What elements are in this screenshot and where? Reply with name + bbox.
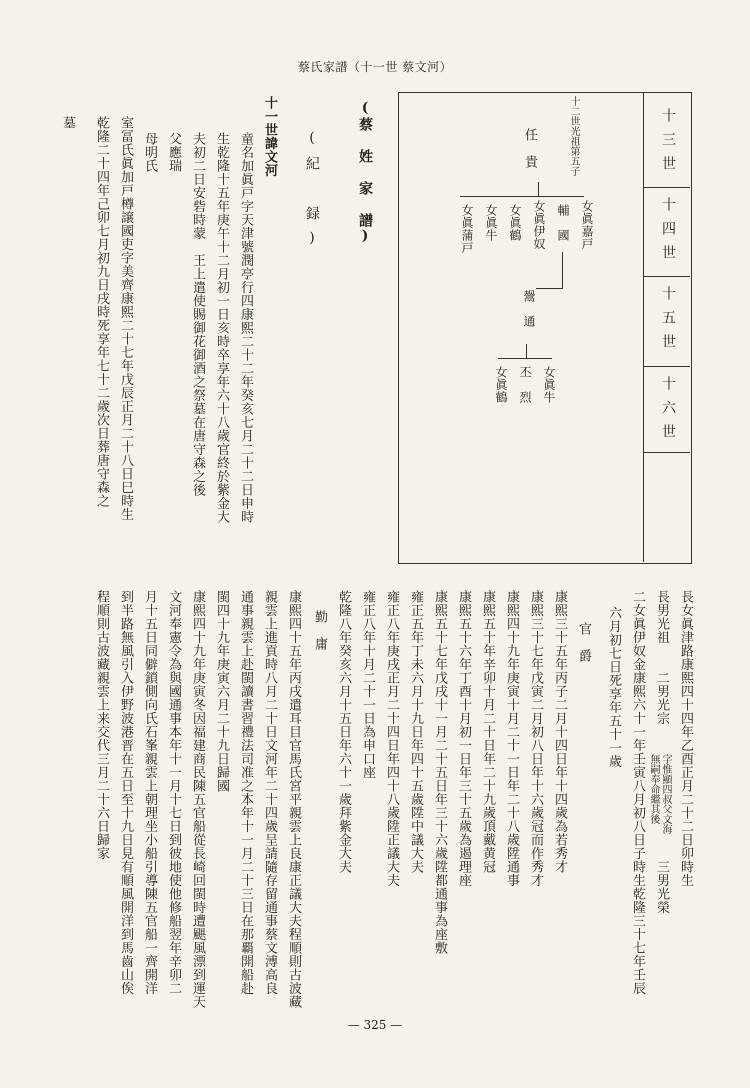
text-line: 康熙三十五年丙子二月十四日年十四歲為若秀才 — [552, 590, 567, 874]
document-title: (蔡 姓 家 譜) — [357, 100, 373, 245]
text-line: 康熙四十五年丙戌遣耳目官馬氏宮平親雲上良康正議大夫程順則古波藏 — [286, 590, 301, 1009]
tree-line — [460, 196, 584, 197]
text-line: 二女眞伊奴金康熙六十一年壬寅八月初八日子時生乾隆三十七年壬辰 — [630, 590, 645, 995]
text-line: 父應瑞 — [166, 132, 181, 173]
text-line: 墓 — [60, 116, 75, 130]
subsection-heading: 官 爵 — [576, 622, 591, 663]
tree-line — [538, 182, 539, 196]
text-line: 雍正五年丁未六月十九日年四十五歲陞中議大夫 — [408, 590, 423, 874]
text-line: 通事親雲上赴閩讀書習禮法司准之本年十一月二十三日在那覇開船赴 — [238, 590, 253, 995]
text-line: 康熙三十七年戊寅二月初八日年十六歲冠而作秀才 — [528, 590, 543, 887]
text-line: 程順則古波藏親雲上来交代三月二十六日歸家 — [94, 590, 109, 860]
text-line: 母明氏 — [142, 132, 157, 173]
tree-root-name: 任 貴 — [522, 128, 537, 169]
text-line: 康熙五十六年丁酉十月初一日年三十五歲為遏理座 — [456, 590, 471, 887]
text-line: 康熙五十年辛卯十月二十日年二十九歲頂戴黄冠 — [480, 590, 495, 874]
text-line: 月十五日同僻鎖側向氏石峯親雲上朝理坐小船引導陳五官船一齊開洋 — [142, 590, 157, 995]
text-line: 閩四十九年庚寅六月二十九日歸國 — [214, 590, 229, 793]
tree-node: 女眞鶴 — [508, 204, 522, 242]
text-line: 康熙四十九年庚寅十月二十一日年二十八歲陞通事 — [504, 590, 519, 887]
text-line: 童名加眞戸字天津號潤亭行四康熙二十二年癸亥七月二十二日申時 — [238, 132, 253, 524]
generation-separator — [643, 366, 690, 367]
generation-separator — [643, 276, 690, 277]
generation-label: 十五世 — [660, 286, 676, 358]
text-line: 雍正八年庚戌正月二十四日年四十八歲陞正議大夫 — [384, 590, 399, 887]
text-line: 文河奉憲令為與國通事本年十一月十七日到彼地使他修船翌年辛卯二 — [166, 590, 181, 995]
tree-node: 女眞鶴 — [494, 366, 508, 404]
text-line: 乾隆二十四年己卯七月初九日戌時死享年七十二歲次日葬唐守森之 — [94, 116, 109, 508]
section-heading: (紀 録) — [304, 130, 320, 256]
page-header: 蔡氏家譜（十一世 蔡文河） — [297, 60, 453, 74]
text-line: 三男光榮 — [654, 860, 669, 914]
generation-separator — [643, 452, 690, 453]
text-line: 室冨氏眞加戸樽譲國吏字美齊康熙二十七年戊辰正月二十八日巳時生 — [118, 116, 133, 521]
text-line: 生乾隆十五年庚午十二月初一日亥時卒享年六十八歲官終於紫金大 — [214, 132, 229, 524]
tree-node: 丕 烈 — [518, 366, 532, 404]
tree-node: 女眞牛 — [484, 204, 498, 242]
text-line: 雍正八年十月二十一日為申口座 — [360, 590, 375, 779]
inline-note: 無嗣奉命繼其後 — [648, 754, 659, 824]
tree-root-note: 十二世光祖第五子 — [568, 96, 579, 176]
text-line: 乾隆八年癸亥六月十五日年六十一歲拜紫金大夫 — [336, 590, 351, 874]
tree-line — [536, 288, 563, 289]
page-number: — 325 — — [347, 1018, 403, 1032]
tree-line — [498, 358, 552, 359]
generation-separator — [643, 187, 690, 188]
text-line: 長男光祖 二男光宗 — [654, 590, 669, 725]
text-line: 夫初二日安砦時蒙 王上遣使賜御花御酒之祭墓在唐守森之後 — [190, 132, 205, 497]
tree-node: 女眞牛 — [542, 366, 556, 404]
text-line: 康熙五十七年戊戌十一月二十五日年三十六歲陞都通事為座敷 — [432, 590, 447, 955]
tree-line — [562, 252, 563, 288]
person-heading: 十一世諱文河 — [262, 96, 277, 177]
text-line: 親雲上進貢時八月二十日文河年二十四歲呈請隨存留通事蔡文溥高良 — [262, 590, 277, 995]
subsection-heading: 勤 庸 — [312, 610, 327, 651]
generation-label: 十三世 — [660, 108, 676, 180]
generation-label: 十六世 — [660, 376, 676, 448]
text-line: 康熙四十九年庚寅冬因福建商民陳五官船從長崎回閩時遭颶風漂到運天 — [190, 590, 205, 1009]
text-line: 六月初七日死享年五十一歲 — [606, 606, 621, 768]
generation-divider — [643, 92, 644, 562]
text-line: 長女眞津路康熙四十四年乙酉正月二十二日卯時生 — [678, 590, 693, 887]
tree-node: 女眞嘉戸 — [580, 200, 594, 250]
tree-node: 女眞伊奴 — [532, 200, 546, 250]
tree-node: 女眞蒲戸 — [460, 204, 474, 254]
text-line: 到半路無風引入伊野波港晋在五日至十九日見有順風開洋到馬齒山俟 — [118, 590, 133, 995]
tree-line — [526, 344, 527, 358]
tree-node: 輔 國 — [556, 204, 570, 242]
tree-node: 鬶 通 — [522, 290, 536, 328]
family-tree-box — [398, 92, 692, 564]
inline-note: 字惟顯四叔父文海 — [660, 754, 671, 834]
generation-label: 十四世 — [660, 197, 676, 269]
